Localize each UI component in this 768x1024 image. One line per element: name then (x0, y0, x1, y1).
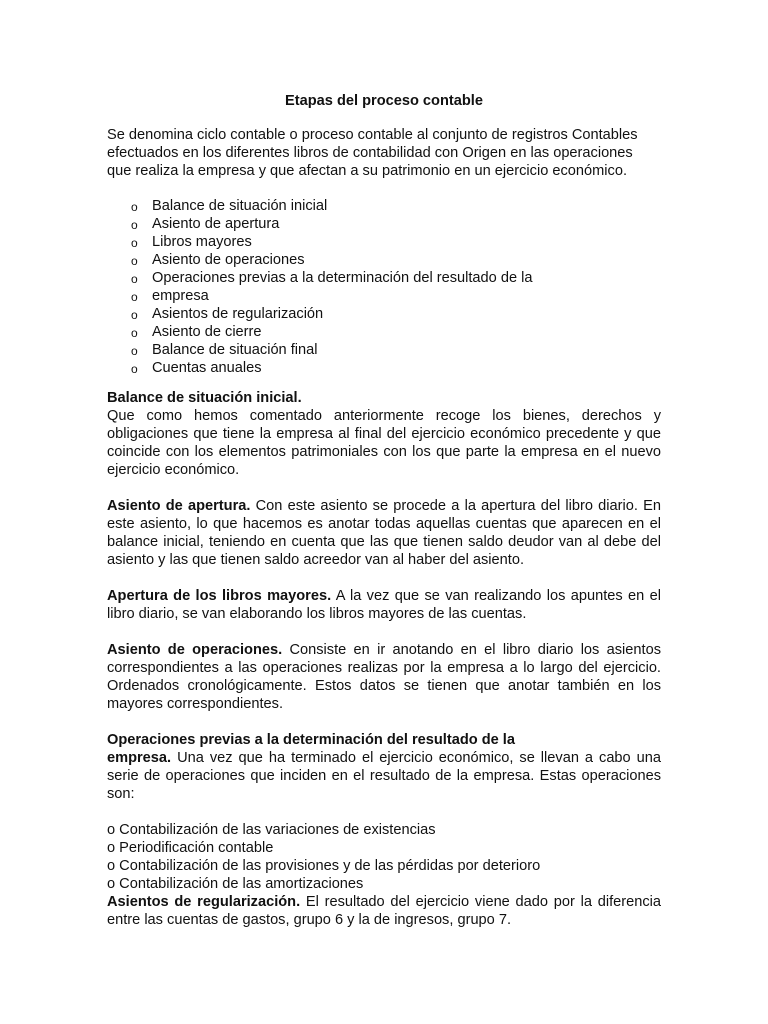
document-page (107, 92, 661, 929)
section-regularizacion (107, 893, 661, 929)
bullet-marker: o (131, 308, 138, 322)
stages-list (107, 197, 661, 377)
section-asiento-apertura (107, 497, 661, 569)
section-text: El resultado del ejercicio viene dado por la diferencia entre las cuentas de gastos, grupo 6 y la de ingresos, grupo 7. (107, 894, 661, 928)
list-item: o Cuentas anuales (131, 360, 262, 376)
list-item: o Operaciones previas a la determinación del resultado de la (131, 270, 533, 286)
list-item: o Asiento de operaciones (131, 252, 305, 268)
list-item: o Contabilización de las variaciones de existencias (107, 822, 436, 838)
list-item: o Balance de situación final (131, 342, 318, 358)
section-operaciones-previas (107, 731, 661, 803)
list-item: o Libros mayores (131, 234, 252, 250)
section-heading: Balance de situación inicial. (107, 390, 302, 406)
bullet-marker: o (131, 236, 138, 250)
bullet-marker: o (131, 272, 138, 286)
section-heading: Apertura de los libros mayores. (107, 588, 332, 604)
bullet-marker: o (131, 326, 138, 340)
bullet-marker: o (131, 362, 138, 376)
intro-paragraph: Se denomina ciclo contable o proceso contable al conjunto de registros Contables efectuados en los diferentes libros de contabilidad con Origen en las operaciones que realiza la empresa y que afectan a su patrimonio en un ejercicio económico. (107, 127, 638, 179)
section-heading: Asiento de operaciones. (107, 642, 283, 658)
bullet-marker: o (131, 218, 138, 232)
list-item: o Asientos de regularización (131, 306, 324, 322)
section-text: Con este asiento se procede a la apertura del libro diario. En este asiento, lo que hacemos es anotar todas aquellas cuentas que aparecen en el balance inicial, teniendo en cuenta que las que tienen saldo deudor van al debe del asiento y las que tienen saldo acreedor van al haber del asiento. (107, 498, 661, 568)
section-text: Que como hemos comentado anteriormente recoge los bienes, derechos y obligaciones que tiene la empresa al final del ejercicio económico precedente y que coincide con los elementos patrimoniales con los que parte la empresa en el nuevo ejercicio económico. (107, 408, 661, 478)
section-balance-inicial (107, 389, 661, 479)
list-item: o Periodificación contable (107, 840, 274, 856)
section-libros-mayores (107, 587, 661, 623)
bullet-marker: o (131, 200, 138, 214)
list-item: o Contabilización de las provisiones y de las pérdidas por deterioro (107, 858, 541, 874)
section-heading-continued: empresa. (107, 750, 172, 766)
section-text: A la vez que se van realizando los apuntes en el libro diario, se van elaborando los libros mayores de las cuentas. (107, 588, 661, 622)
page-title: Etapas del proceso contable (285, 93, 483, 109)
list-item: o Balance de situación inicial (131, 198, 328, 214)
bullet-marker: o (131, 254, 138, 268)
list-item: o empresa (131, 288, 209, 304)
section-asiento-operaciones (107, 641, 661, 713)
bullet-marker: o (131, 290, 138, 304)
list-item: o Asiento de apertura (131, 216, 280, 232)
list-item: o Asiento de cierre (131, 324, 262, 340)
section-heading: Operaciones previas a la determinación del resultado de la (107, 732, 515, 748)
section-heading: Asientos de regularización. (107, 894, 301, 910)
section-heading: Asiento de apertura. (107, 498, 251, 514)
list-item: o Contabilización de las amortizaciones (107, 876, 364, 892)
section-text: Una vez que ha terminado el ejercicio económico, se llevan a cabo una serie de operaciones que inciden en el resultado de la empresa. Estas operaciones son: (107, 750, 661, 802)
section-text: Consiste en ir anotando en el libro diario los asientos correspondientes a las operaciones realizas por la empresa a lo largo del ejercicio. Ordenados cronológicamente. Estos datos se tienen que anotar también en los mayores correspondientes. (107, 642, 661, 712)
bullet-marker: o (131, 344, 138, 358)
operations-list (107, 821, 661, 893)
